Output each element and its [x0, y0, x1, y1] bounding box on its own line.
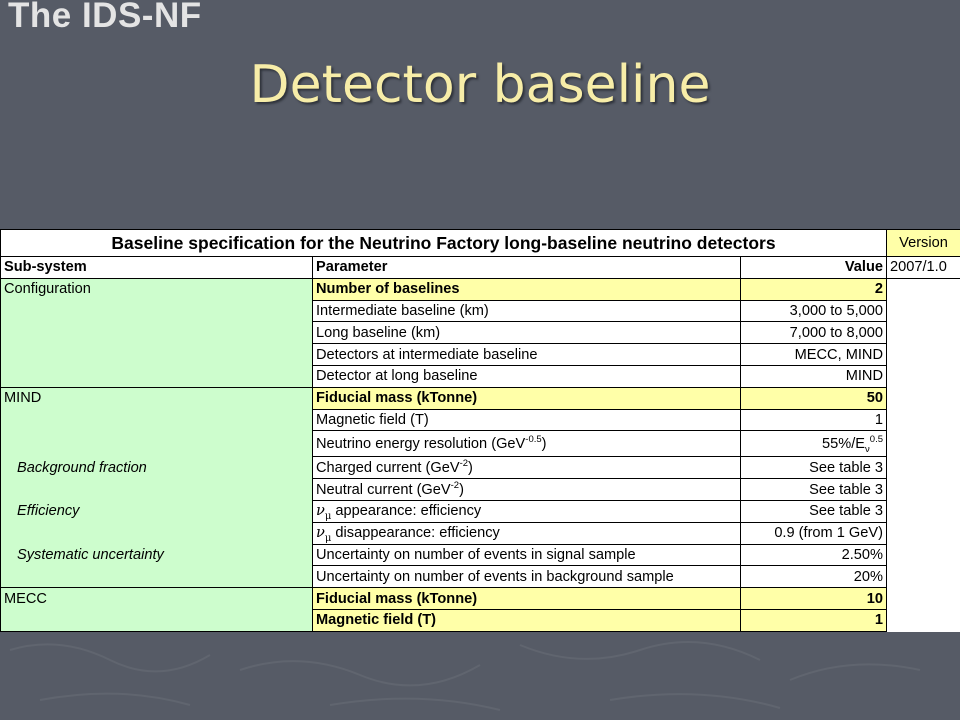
- table-row: [1, 479, 960, 501]
- value-cell: 2.50%: [741, 544, 887, 566]
- parameter-cell: Magnetic field (T): [313, 409, 741, 431]
- value-cell: MECC, MIND: [741, 344, 887, 366]
- value-cell: 2: [741, 278, 887, 300]
- background-pattern: [0, 630, 960, 720]
- parameter-cell: Detector at long baseline: [313, 365, 741, 387]
- parameter-cell: $\nu_\mu$ disappearance: efficiency: [313, 522, 741, 544]
- value-cell: See table 3: [741, 457, 887, 479]
- table-header-row: [1, 257, 960, 279]
- table-row: [1, 300, 960, 322]
- column-header-parameter: Parameter: [313, 257, 741, 279]
- section-mecc: MECC: [1, 588, 313, 610]
- parameter-cell: $\nu_\mu$ appearance: efficiency: [313, 500, 741, 522]
- sublabel-background-fraction: Background fraction: [1, 457, 313, 479]
- section-mind: MIND: [1, 387, 313, 409]
- section-configuration: Configuration: [1, 278, 313, 300]
- parameter-cell: Uncertainty on number of events in background sample: [313, 566, 741, 588]
- slide-title: Detector baseline: [249, 55, 711, 115]
- value-cell: 1: [741, 409, 887, 431]
- spec-table: [0, 229, 960, 632]
- table-row: [1, 278, 960, 300]
- value-cell: $55\%/E_\nu^{0.5}$: [741, 431, 887, 457]
- table-row: [1, 500, 960, 522]
- table-caption: Baseline specification for the Neutrino Factory long-baseline neutrino detectors: [1, 230, 887, 257]
- brand-title: The IDS-NF: [8, 0, 202, 35]
- value-cell: 20%: [741, 566, 887, 588]
- column-header-subsystem: Sub-system: [1, 257, 313, 279]
- table-row: [1, 431, 960, 457]
- table-caption-row: [1, 230, 960, 257]
- parameter-cell: Magnetic field (T): [313, 609, 741, 631]
- parameter-cell: Uncertainty on number of events in signal sample: [313, 544, 741, 566]
- table-row: [1, 588, 960, 610]
- table-row: [1, 387, 960, 409]
- table-row: [1, 409, 960, 431]
- value-cell: 0.9 (from 1 GeV): [741, 522, 887, 544]
- table-row: [1, 566, 960, 588]
- parameter-cell: Charged current (GeV$^{-2}$): [313, 457, 741, 479]
- value-cell: 7,000 to 8,000: [741, 322, 887, 344]
- parameter-cell: Intermediate baseline (km): [313, 300, 741, 322]
- table-row: [1, 609, 960, 631]
- parameter-cell: Neutrino energy resolution (GeV$^{-0.5}$): [313, 431, 741, 457]
- version-label: Version: [887, 230, 960, 257]
- value-cell: 10: [741, 588, 887, 610]
- value-cell: See table 3: [741, 500, 887, 522]
- parameter-cell: Neutral current (GeV$^{-2}$): [313, 479, 741, 501]
- table-row: [1, 457, 960, 479]
- version-value: 2007/1.0: [887, 257, 960, 279]
- value-cell: 50: [741, 387, 887, 409]
- table-row: [1, 322, 960, 344]
- sublabel-systematic-uncertainty: Systematic uncertainty: [1, 544, 313, 566]
- parameter-cell: Number of baselines: [313, 278, 741, 300]
- sublabel-efficiency: Efficiency: [1, 500, 313, 522]
- parameter-cell: Fiducial mass (kTonne): [313, 588, 741, 610]
- value-cell: 1: [741, 609, 887, 631]
- value-cell: See table 3: [741, 479, 887, 501]
- parameter-cell: Fiducial mass (kTonne): [313, 387, 741, 409]
- parameter-cell: Long baseline (km): [313, 322, 741, 344]
- value-cell: MIND: [741, 365, 887, 387]
- column-header-value: Value: [741, 257, 887, 279]
- value-cell: 3,000 to 5,000: [741, 300, 887, 322]
- table-row: [1, 544, 960, 566]
- parameter-cell: Detectors at intermediate baseline: [313, 344, 741, 366]
- table-row: [1, 344, 960, 366]
- table-row: [1, 522, 960, 544]
- table-row: [1, 365, 960, 387]
